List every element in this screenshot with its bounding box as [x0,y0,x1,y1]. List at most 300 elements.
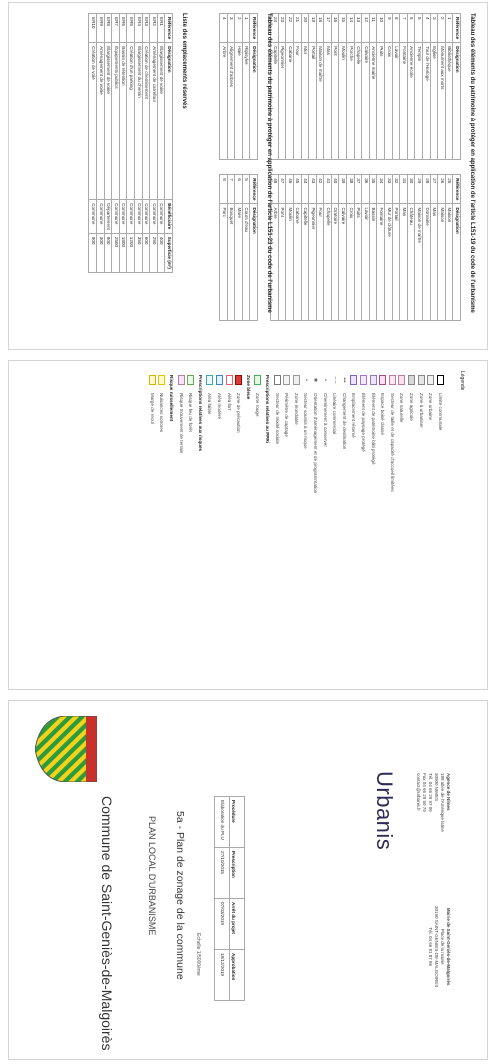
legend-label: Zone agricole [408,393,414,421]
table-row [242,175,250,321]
cell-designation: Bosquet [227,204,235,321]
legend-item [426,375,436,675]
legend-item [157,375,167,675]
landscape-table-section [219,13,272,343]
cell-reference: 37 [354,175,362,204]
table-row [331,175,339,321]
column-header-designation: Désignation [453,204,461,321]
cell-designation: Fontaine [400,43,408,160]
legend-swatch [427,375,434,385]
legend-label: Emplacement réservé [351,393,357,438]
cell-designation: Porche [347,43,355,160]
cell-designation: Moulin [286,204,294,321]
legend-list [148,375,445,675]
cell-reference: 12 [362,14,370,43]
legend-item [205,375,215,675]
table-row [407,14,415,160]
cell-reference: 21 [293,14,301,43]
column-header: Procédure [230,797,245,848]
table-cell: 07/03/2019 [215,899,230,950]
table-cell: Commune [97,200,105,234]
cell-designation: Pont [331,43,339,160]
cell-designation: Four [316,204,324,321]
table-row [385,14,393,160]
legend-item [387,375,397,675]
table-row [316,175,324,321]
heritage-table-left [270,13,461,160]
table-cell: 600 [142,233,150,272]
column-header-designation: Désignation [250,204,258,321]
cell-reference: 8 [220,175,228,204]
column-header: Arrêt du projet [230,899,245,950]
cell-designation: Chapelle [324,204,332,321]
cell-designation: Portail [309,43,317,160]
cell-designation: Ripisylve [242,43,250,160]
column-header-designation: Désignation [250,43,258,160]
table-cell: 1200 [127,233,135,272]
plu-title: PLAN LOCAL D'URBANISME [147,816,157,936]
legend-label: Changement de destination [341,393,347,450]
cell-reference: 28 [423,175,431,204]
agency-line: contact@urbanis.fr [416,773,421,811]
cell-designation: Cabane [293,204,301,321]
table-row [286,175,294,321]
table-cell: Création d'un parking [127,43,135,200]
column-header: Approbation [230,950,245,1001]
cell-reference: 1 [445,14,453,43]
table-row [377,14,385,160]
cell-reference: 2 [235,14,243,43]
table-cell: Équipements publics [112,43,120,200]
cell-reference: 38 [347,175,355,204]
heritage-table-right [270,174,461,321]
cell-designation: Alignement d'arbres [227,43,235,160]
table-row [369,14,377,160]
table-row [112,14,120,273]
cell-reference: 4 [220,14,228,43]
table-row [235,14,243,160]
table-cell: ER6 [119,14,127,43]
table-row [415,175,423,321]
commune-title: Commune de Saint-Geniès-de-Malgoirès [99,796,115,1051]
table-cell: 19/12/2019 [215,950,230,1001]
legend-title: Légende [459,371,465,391]
table-row [104,14,112,273]
cell-reference: 31 [400,175,408,204]
table-row [227,14,235,160]
table-cell: 800 [104,233,112,272]
cell-reference: 18 [316,14,324,43]
legend-swatch [235,375,242,385]
table-cell: 250 [150,233,158,272]
legend-label: Périmètre de captage [284,393,290,437]
legend-item [368,375,378,675]
table-row [385,175,393,321]
legend-label: Secteur de taille et de capacité d'accueil limitées [389,393,395,492]
cell-reference: 33 [385,175,393,204]
cell-reference: 45 [293,175,301,204]
legend-label: Risque feu de forêt [188,393,194,432]
table-row [309,14,317,160]
table-cell: ER10 [89,14,97,43]
table-cell: Commune [150,200,158,234]
cell-designation: Bibliothèque [445,43,453,160]
table-header-row [453,175,461,321]
table-row [235,175,243,321]
cell-designation: Domaine [423,204,431,321]
table-cell: ER8 [104,14,112,43]
cell-reference: 43 [309,175,317,204]
cell-designation: Haie [235,43,243,160]
table-row [220,175,228,321]
legend-swatch [379,375,386,385]
legend-label: Secteur soumis à un risque [303,393,309,449]
table-cell: Commune [142,200,150,234]
agency-line: Tél. 04 66 29 97 06 [428,773,433,812]
legend-swatch [226,375,233,385]
table-cell: Commune [157,200,165,234]
legend-label: Élément de patrimoine bâti protégé [370,393,376,465]
coat-of-arms-icon [35,716,97,782]
table-cell: Aménagement de voirie [97,43,105,200]
legend-swatch: ✱ [312,377,319,383]
column-header: Prescription [230,848,245,899]
table-row [354,175,362,321]
column-header-reference: Référence [453,175,461,204]
legend-label: Marge de recul [149,393,155,424]
table-row [415,14,423,160]
table-row [301,14,309,160]
cell-reference: 1 [242,14,250,43]
column-header-reference: Référence [453,14,461,43]
cell-reference: 27 [430,175,438,204]
cell-designation: Calvaire [339,204,347,321]
cell-reference: 32 [392,175,400,204]
legend-item [301,375,311,675]
landscape-table-right [219,174,258,321]
legend-label: Secteur de mixité sociale [274,393,280,445]
cell-designation: Croix [385,43,393,160]
legend-item [263,375,273,675]
legend-label: Risque ruissellement [169,375,175,422]
table-row [339,175,347,321]
cell-reference: 40 [331,175,339,204]
table-row [354,14,362,160]
cell-designation: Puits [377,43,385,160]
cell-designation: Arbre [220,43,228,160]
legend-item [186,375,196,675]
cell-reference: 5 [415,14,423,43]
table-row [423,175,431,321]
cell-designation: Capitelle [301,204,309,321]
cell-designation: Bassin [369,204,377,321]
legend-label: Orientation d'aménagement et de programmation [312,393,318,494]
cover-page [8,700,488,1060]
legend-item [282,375,292,675]
cell-designation: Ancienne mairie [369,43,377,160]
table-row [407,175,415,321]
cell-designation: Mas [324,43,332,160]
legend-label: Prescriptions relatives au PPRi [265,375,271,443]
table-cell: 1800 [119,233,127,272]
agency-line: 188 allée de l'Amérique latine [440,773,445,832]
legend-label: Zone naturelle [399,393,405,423]
table-row [423,14,431,160]
legend-label: Zone bleue [245,375,251,400]
table-row [400,14,408,160]
table-cell: 27/10/2015 [215,848,230,899]
cell-reference: 24 [271,14,279,43]
table-row [127,14,135,273]
tables-page [8,2,488,350]
cell-designation: Maison [438,204,446,321]
legend-item [244,375,254,675]
legend-label: Zone urbaine [428,393,434,421]
cell-reference: 15 [339,14,347,43]
column-header: Désignation [165,43,173,200]
table-row [316,14,324,160]
table-cell: Élargissement de voirie [104,43,112,200]
table-cell: 400 [157,233,165,272]
table-cell: Commune [135,200,143,234]
table-header-row [165,14,173,273]
table-row [97,14,105,273]
table-row [392,14,400,160]
mairie-line: Place de la mairie [440,928,445,965]
legend-swatch [283,375,290,385]
legend-label: Zone rouge [255,393,261,417]
legend-item [378,375,388,675]
cell-reference: 48 [271,175,279,204]
table-cell: 2500 [112,233,120,272]
cell-reference: 16 [331,14,339,43]
heritage-table-title: Tableau des éléments du patrimoine à protéger en application de l'article L151-19 du code de l'urbanisme [469,13,475,313]
table-cell: ER5 [127,14,135,43]
legend-item [349,375,359,675]
cell-designation: Portail [392,204,400,321]
cell-reference: 14 [347,14,355,43]
cell-reference: 26 [438,175,446,204]
cell-designation: Cours d'eau [242,204,250,321]
cell-designation: Fontaine [377,204,385,321]
legend-label: Nuisances sonores [159,393,165,433]
column-header-designation: Désignation [453,43,461,160]
table-row [293,14,301,160]
cell-reference: 44 [301,175,309,204]
column-header-reference: Référence [250,14,258,43]
scale-label: Echelle 1/5000ème [195,933,201,976]
column-header: Bénéficiaire [165,200,173,234]
legend-swatch [408,375,415,385]
table-row [339,14,347,160]
table-row [362,175,370,321]
cell-reference: 30 [407,175,415,204]
cell-reference: 46 [286,175,294,204]
cell-reference: 5 [242,175,250,204]
cell-designation: Monument aux morts [438,43,446,160]
legend-swatch [360,375,367,385]
cell-designation: Mur [301,43,309,160]
table-cell: ER1 [157,14,165,43]
table-row [309,175,317,321]
table-cell: Aménagement de carrefour [150,43,158,200]
cell-designation: Mas [400,204,408,321]
table-cell: Commune [112,200,120,234]
legend-label: Risque mouvement de terrain [178,393,184,454]
cell-designation: Lavoir [362,204,370,321]
cell-reference: 10 [377,14,385,43]
cell-reference: 17 [324,14,332,43]
legend-item [330,375,340,675]
table-row [220,14,228,160]
legend-item [167,375,177,675]
legend-item [435,375,445,675]
legend-item [339,375,349,675]
legend-item [215,375,225,675]
table-row [445,175,453,321]
legend-item [224,375,234,675]
table-row [293,175,301,321]
cell-reference: 7 [400,14,408,43]
legend-item [234,375,244,675]
legend-swatch [178,375,185,385]
legend-swatch [254,375,261,385]
agency-address [415,773,451,832]
table-row [347,175,355,321]
table-cell: 300 [97,233,105,272]
cover-page-content [9,701,487,1059]
legend-label: Aléa faible [207,393,213,415]
table-cell: ER7 [112,14,120,43]
cell-reference: 36 [362,175,370,204]
table-row [324,175,332,321]
legend-label: Prescriptions relatives aux risques [197,375,203,452]
cell-designation: Pont [278,204,286,321]
table-cell: Élargissement de voirie [157,43,165,200]
legend-label: Linéaire commercial [332,393,338,435]
table-header-row [250,14,258,160]
cell-designation: Mur de clôture [385,204,393,321]
legend-swatch [293,375,300,385]
legend-label: Élément de paysage protégé [360,393,366,452]
mairie-line: Tél. 04 66 81 87 86 [428,927,433,967]
landscape-table-left [219,13,258,160]
table-cell: Commune [119,200,127,234]
cell-designation: Puits [354,204,362,321]
table-cell: 350 [135,233,143,272]
table-row [392,175,400,321]
legend-swatch [274,375,281,385]
table-row [430,175,438,321]
legend-label: Espace boisé classé [380,393,386,435]
table-row [362,14,370,160]
table-cell: ER3 [142,14,150,43]
table-row [377,175,385,321]
cell-reference: 7 [227,175,235,204]
cell-reference: 35 [369,175,377,204]
legend-swatch [206,375,213,385]
legend-swatch [149,375,156,385]
table-row [119,14,127,273]
table-header-row [453,14,461,160]
legend-swatch: • [322,379,329,381]
table-row [286,14,294,160]
legend-label: Zone inondable [293,393,299,425]
table-row [242,14,250,160]
legend-swatch [158,375,165,385]
table-row [215,797,230,1001]
legend-item [416,375,426,675]
cell-reference: 9 [385,14,393,43]
legend-swatch [418,375,425,385]
table-row [347,14,355,160]
cell-designation: Eglise [430,43,438,160]
table-cell: Commune [89,200,97,234]
cell-reference: 2 [438,14,446,43]
cell-designation: Ancienne école [407,43,415,160]
legend-label: Zone de précaution [236,393,242,433]
cell-designation: Moulin [339,43,347,160]
table-row [278,14,286,160]
cell-designation: Lavoir [392,43,400,160]
table-row [324,14,332,160]
legend-page-content [9,361,487,689]
table-row [278,175,286,321]
table-cell: Création de cheminement [142,43,150,200]
legend-swatch [216,375,223,385]
document-title: 5a - Plan de zonage de la commune [174,811,186,980]
column-header: Référence [165,14,173,43]
legend-swatch [389,375,396,385]
table-header-row [250,175,258,321]
table-cell: Département [104,200,112,234]
cell-designation: Mare [235,204,243,321]
cell-designation: Maison de maître [316,43,324,160]
cell-designation: Maison [445,204,453,321]
legend-item [196,375,206,675]
legend-item [148,375,158,675]
table-row [89,14,97,273]
table-row [438,175,446,321]
cell-designation: Capitelle [271,43,279,160]
legend-item [272,375,282,675]
legend-label: Cheminement à conserver [322,393,328,447]
cell-designation: Château [407,204,415,321]
agency-line: Fax 04 66 29 50 79 [422,773,427,812]
cell-reference: 22 [286,14,294,43]
cell-reference: 6 [407,14,415,43]
cell-designation: Oratoire [331,204,339,321]
cell-reference: 42 [316,175,324,204]
cell-designation: Croix [347,204,355,321]
cell-designation: Chapelle [354,43,362,160]
legend-swatch [187,375,194,385]
cell-designation: Four [293,43,301,160]
legend-swatch [437,375,444,385]
reserved-table-title: Liste des emplacements réservés [181,13,187,109]
cell-designation: Arbre [271,204,279,321]
table-cell: Élargissement du chemin [135,43,143,200]
cell-reference: 23 [278,14,286,43]
legend-page [8,360,488,690]
cell-reference: 39 [339,175,347,204]
table-cell: ER9 [97,14,105,43]
agency-line: 30900 NIMES [434,773,439,802]
cell-reference: 34 [377,175,385,204]
cell-designation: Pigeonnier [309,204,317,321]
cell-reference: 4 [423,14,431,43]
cell-reference: 3 [227,14,235,43]
